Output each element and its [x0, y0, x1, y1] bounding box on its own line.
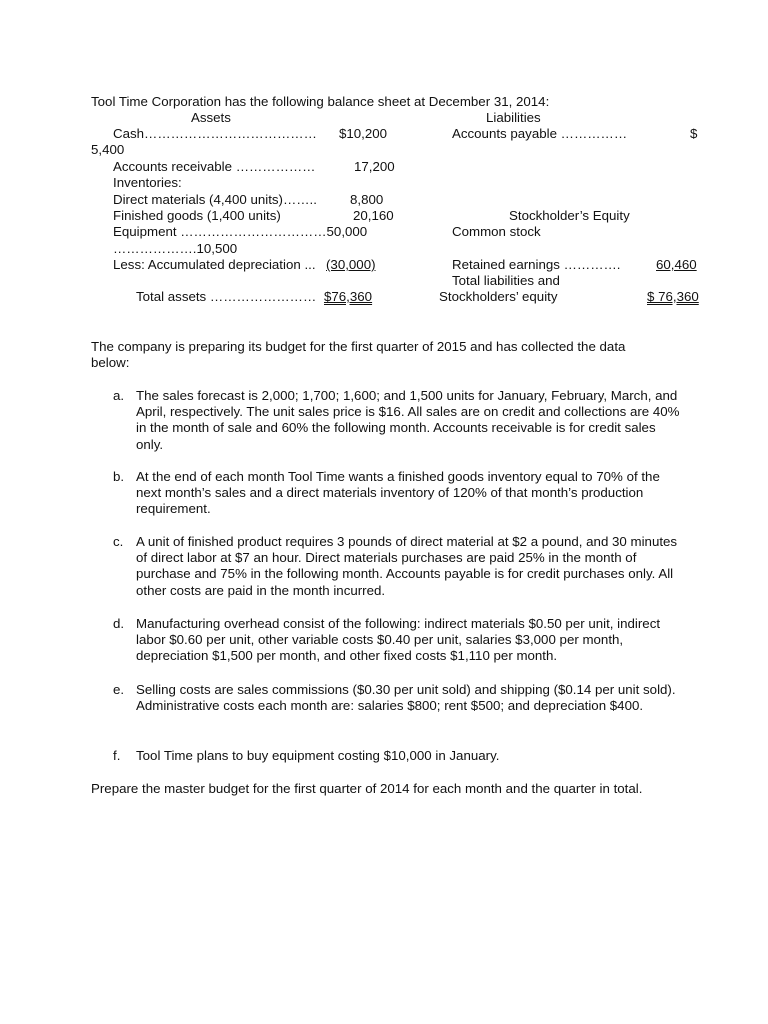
body-intro: The company is preparing its budget for the first quarter of 2015 and has collected the data below:: [91, 339, 626, 371]
retained-earnings-label: Retained earnings ………….: [452, 257, 621, 272]
item-text: A unit of finished product requires 3 pounds of direct material at $2 a pound, and 30 minutes of direct labor at $7 an hour. Direct materials purchases are paid 25% in the month of purchase and 75% in the following month. Accounts payable is for credit purchases only. All other costs are paid in the month incurred.: [136, 534, 678, 598]
cash-value: $10,200: [339, 126, 388, 141]
finished-goods-label: Finished goods (1,400 units): [113, 208, 281, 223]
total-assets-value: $76,360: [324, 289, 373, 304]
finished-goods-value: 20,160: [353, 208, 394, 223]
accumulated-depreciation-value: (30,000): [326, 257, 376, 272]
total-liabilities-label-line1: Total liabilities and: [452, 273, 560, 288]
item-text: The sales forecast is 2,000; 1,700; 1,600; and 1,500 units for January, February, March, and April, respectively. The unit sales price is $16. All sales are on credit and collections are 40% in the month of sale and 60% the following month. Accounts receivable is for credit sales only.: [136, 388, 680, 452]
equity-header: Stockholder’s Equity: [509, 208, 630, 223]
item-text: Tool Time plans to buy equipment costing $10,000 in January.: [136, 748, 500, 763]
accounts-receivable-label: Accounts receivable ………………: [113, 159, 316, 174]
accumulated-depreciation-label: Less: Accumulated depreciation ...: [113, 257, 316, 272]
common-stock-value: ……………….10,500: [113, 241, 238, 256]
item-label: e.: [113, 682, 125, 697]
item-label: c.: [113, 534, 124, 549]
total-liabilities-value: $ 76,360: [647, 289, 699, 304]
equipment-label: Equipment ……………………………50,000: [113, 224, 368, 239]
accounts-payable-dollar: $: [690, 126, 698, 141]
item-label: a.: [113, 388, 125, 403]
inventories-label: Inventories:: [113, 175, 182, 190]
accounts-payable-value: 5,400: [91, 142, 125, 157]
item-label: f.: [113, 748, 121, 763]
assets-header: Assets: [191, 110, 231, 125]
total-assets-label: Total assets ……………………: [136, 289, 317, 304]
intro-text: Tool Time Corporation has the following balance sheet at December 31, 2014:: [91, 94, 550, 109]
closing-instruction: Prepare the master budget for the first quarter of 2014 for each month and the quarter in total.: [91, 781, 643, 796]
accounts-receivable-value: 17,200: [354, 159, 395, 174]
item-text: At the end of each month Tool Time wants a finished goods inventory equal to 70% of the next month’s sales and a direct materials inventory of 120% of that month’s production requirement.: [136, 469, 660, 517]
cash-label: Cash…………………………………: [113, 126, 317, 141]
item-text: Selling costs are sales commissions ($0.30 per unit sold) and shipping ($0.14 per unit sold). Administrative costs each month are: salaries $800; rent $500; and depreciation $400.: [136, 682, 676, 714]
item-text: Manufacturing overhead consist of the following: indirect materials $0.50 per unit, indirect labor $0.60 per unit, other variable costs $0.40 per unit, salaries $3,000 per month, depreciation $1,500 per month, and other fixed costs $1,110 per month.: [136, 616, 661, 664]
item-label: d.: [113, 616, 125, 631]
accounts-payable-label: Accounts payable ……………: [452, 126, 628, 141]
item-label: b.: [113, 469, 125, 484]
direct-materials-label: Direct materials (4,400 units)……..: [113, 192, 317, 207]
retained-earnings-value: 60,460: [656, 257, 697, 272]
direct-materials-value: 8,800: [350, 192, 384, 207]
liabilities-header: Liabilities: [486, 110, 541, 125]
common-stock-label: Common stock: [452, 224, 541, 239]
total-liabilities-label-line2: Stockholders’ equity: [439, 289, 558, 304]
